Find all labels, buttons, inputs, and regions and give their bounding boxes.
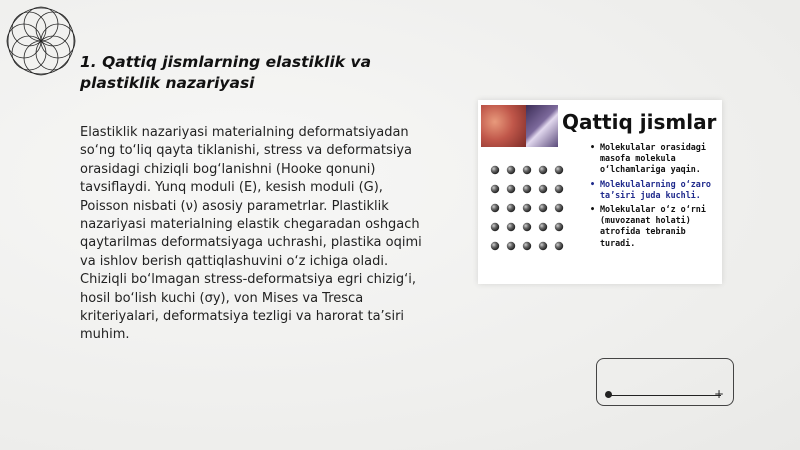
crystal-photo: [481, 105, 527, 147]
atom: [491, 223, 499, 231]
mineral-photo: [526, 105, 558, 147]
atom: [555, 204, 563, 212]
atom: [507, 204, 515, 212]
spirograph-logo: [4, 4, 78, 78]
atom: [539, 242, 547, 250]
slider-handle[interactable]: [605, 391, 612, 398]
atom: [507, 242, 515, 250]
atom-lattice: [490, 164, 564, 256]
image-bullet: • Molekulalarning o‘zaro ta’siri juda kuchli.: [590, 178, 711, 200]
atom: [539, 223, 547, 231]
atom: [523, 185, 531, 193]
atom: [555, 242, 563, 250]
page-title: 1. Qattiq jismlarning elastiklik va plastiklik nazariyasi: [80, 53, 372, 92]
plus-icon[interactable]: +: [714, 387, 725, 401]
atom: [491, 204, 499, 212]
atom: [491, 185, 499, 193]
solid-bodies-image: [478, 100, 722, 284]
atom: [555, 166, 563, 174]
atom: [523, 204, 531, 212]
image-bullet: • Molekulalar orasidagi masofa molekula o‘lchamlariga yaqin.: [590, 142, 706, 175]
atom: [523, 242, 531, 250]
media-slider-box[interactable]: [596, 358, 734, 406]
image-title: Qattiq jismlar: [562, 110, 717, 134]
atom: [555, 223, 563, 231]
atom: [507, 166, 515, 174]
image-bullet-list: [590, 142, 718, 252]
image-bullet: • Molekulalar o‘z o‘rni (muvozanat holati) atrofida tebranib turadi.: [590, 204, 706, 248]
atom: [539, 166, 547, 174]
atom: [555, 185, 563, 193]
atom: [491, 242, 499, 250]
slider-track[interactable]: [609, 395, 721, 396]
atom: [491, 166, 499, 174]
atom: [539, 204, 547, 212]
atom: [523, 223, 531, 231]
body-paragraph: Elastiklik nazariyasi materialning deformatsiyadan so‘ng to‘liq qayta tiklanishi, stress va deformatsiya orasidagi chiziqli bog‘lanishni (Hooke qonuni) tavsiflaydi. Yunq moduli (E), kesish moduli (G), Poisson nisbati (ν) asosiy parametrlar. Plastiklik nazariyasi materialning elastik chegaradan oshgach qaytarilmas deformatsiyaga uchrashi, plastika oqimi va ishlov berish qattiqlashuvini o‘z ichiga oladi. Chiziqli bo‘lmagan stress-deformatsiya egri chizig‘i, hosil bo‘lish kuchi (σy), von Mises va Tresca kriteriyalari, deformatsiya tezligi va harorat ta’siri muhim.: [80, 125, 422, 343]
atom: [523, 166, 531, 174]
atom: [507, 185, 515, 193]
atom: [507, 223, 515, 231]
atom: [539, 185, 547, 193]
